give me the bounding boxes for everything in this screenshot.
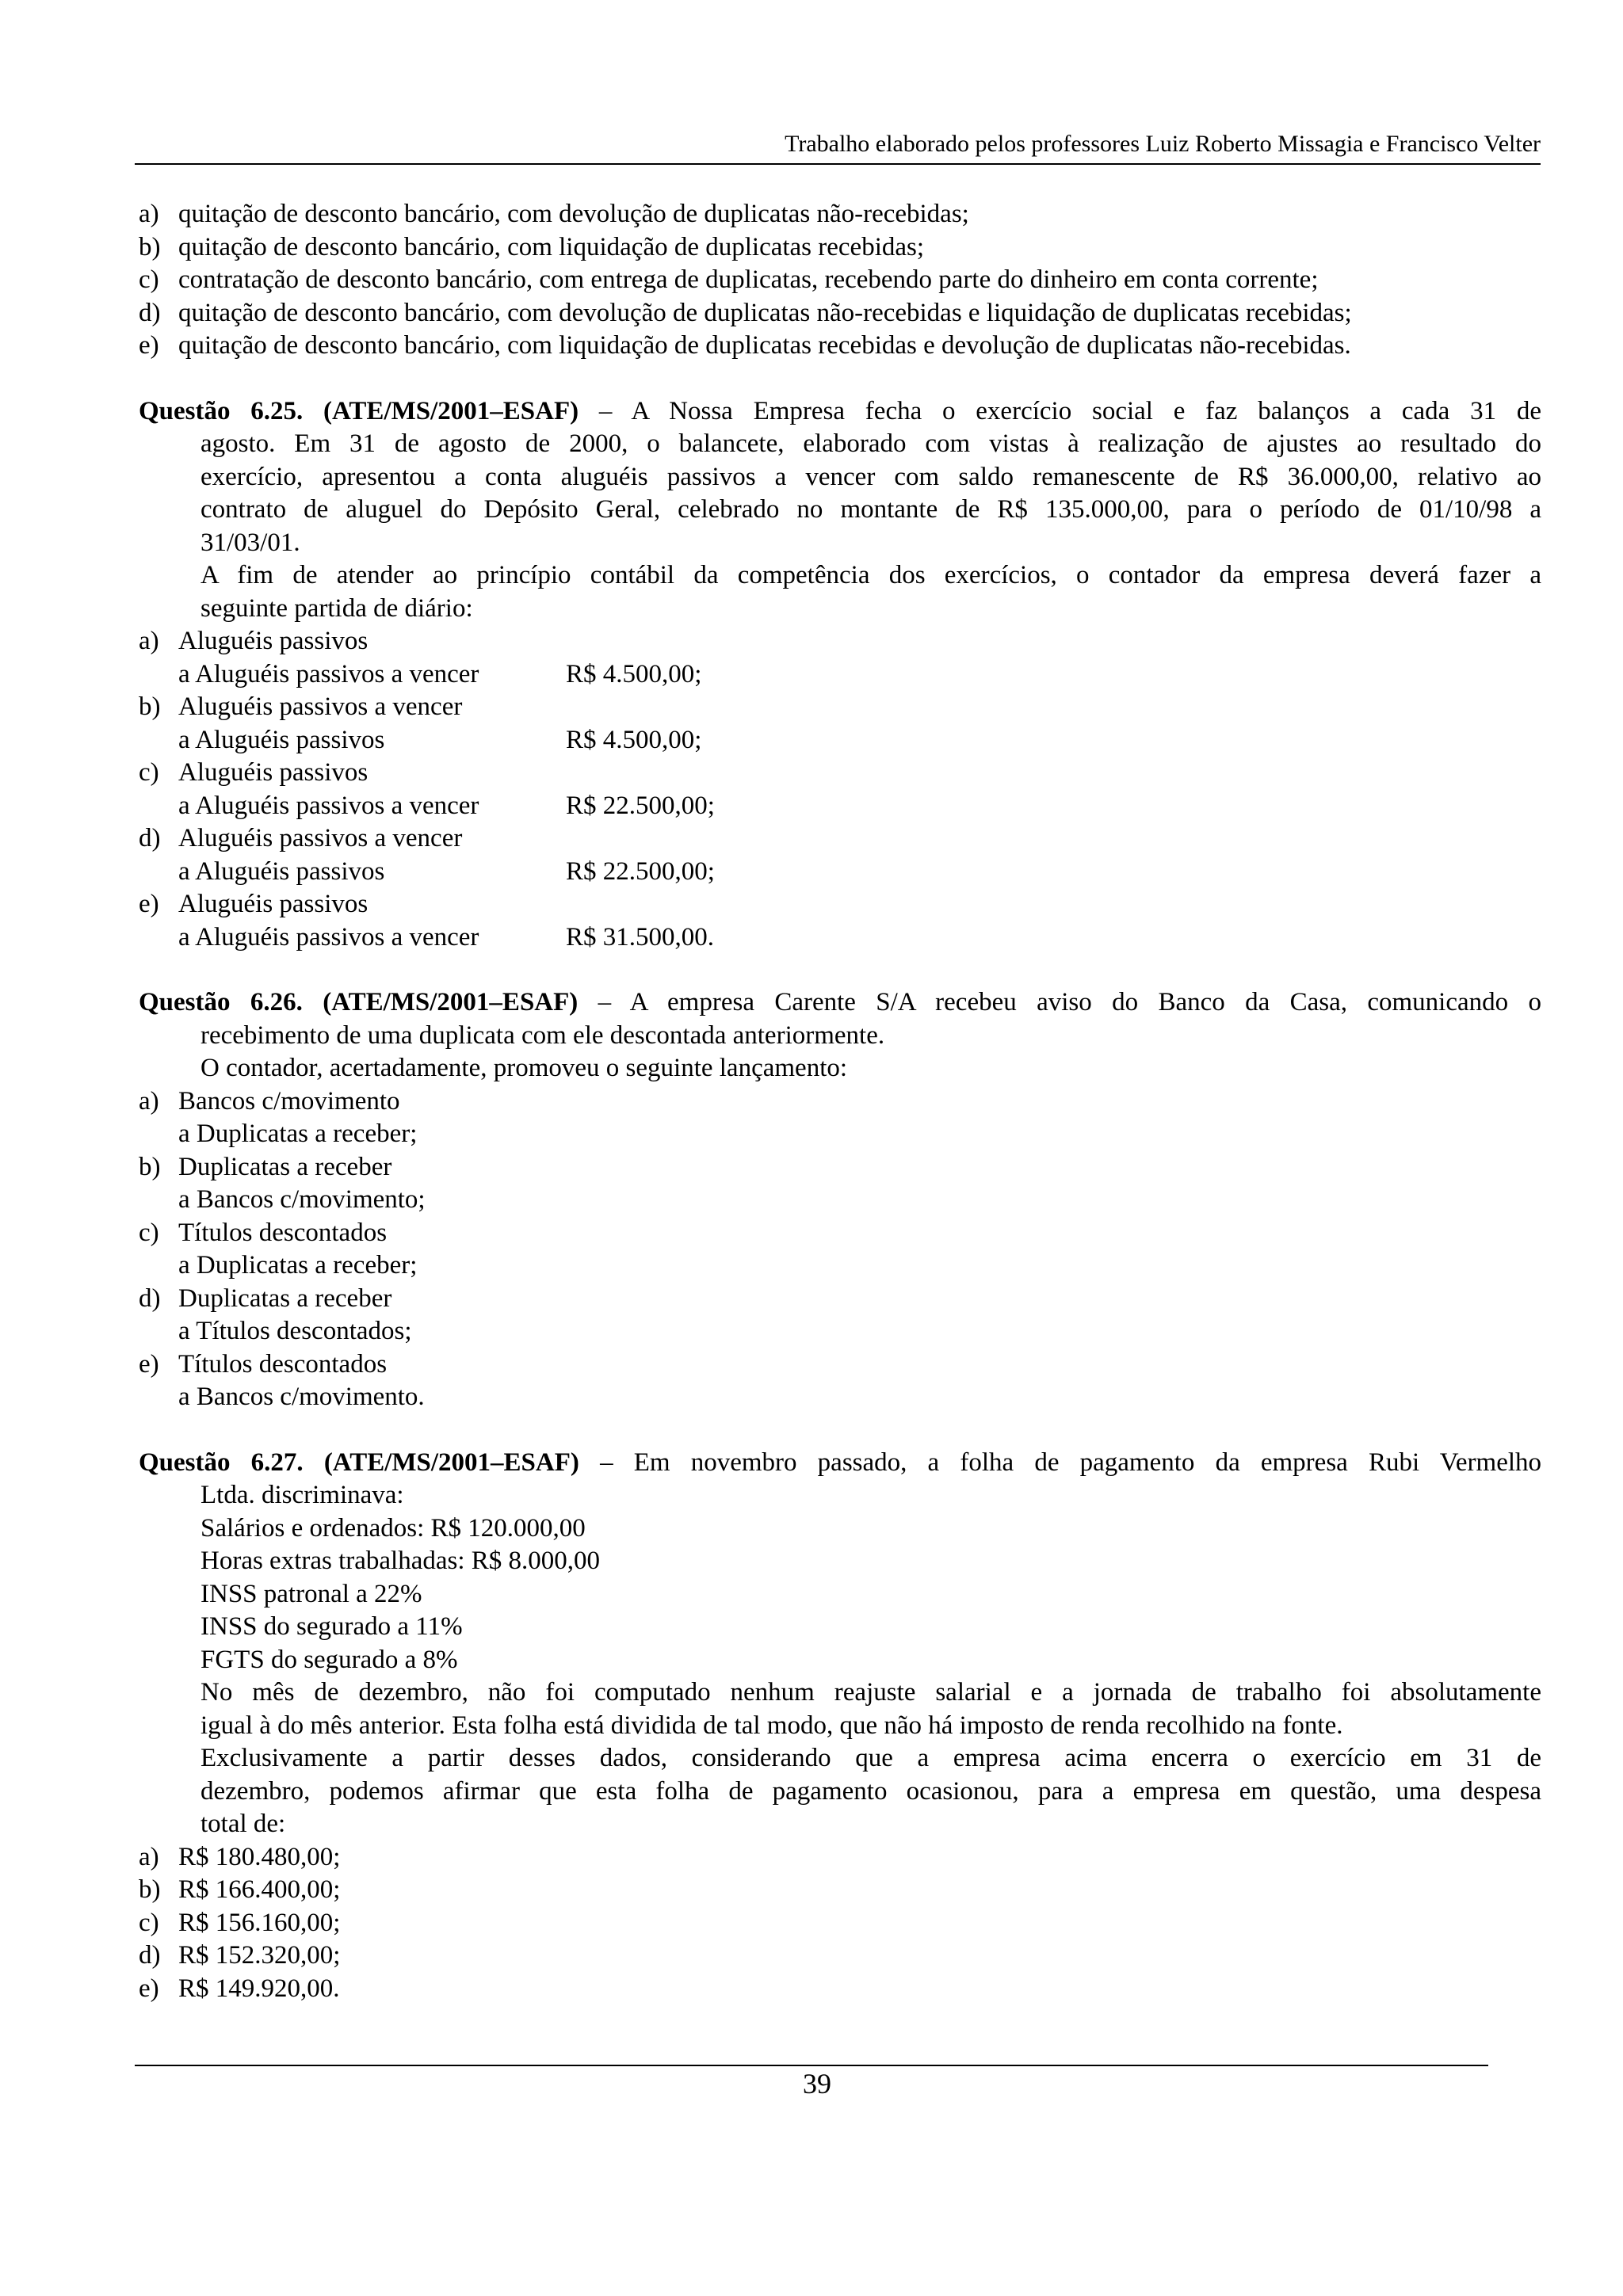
question-title: Questão 6.26. (ATE/MS/2001–ESAF) xyxy=(139,988,579,1016)
option-d-credit: a Títulos descontados; xyxy=(178,1317,412,1345)
option-d-credit: a Aluguéis passivos R$ 22.500,00; xyxy=(139,856,1541,889)
answer-options xyxy=(139,1841,1541,2006)
question-body: recebimento de uma duplicata com ele descontada anteriormente. O contador, acertadamente, promoveu o seguinte lançamento: xyxy=(200,1020,885,1082)
option-e-credit: a Bancos c/movimento. xyxy=(178,1383,425,1411)
option-e-value: R$ 31.500,00. xyxy=(566,922,715,952)
option-e: e) Aluguéis passivos xyxy=(139,890,369,918)
option-b: b) quitação de desconto bancário, com liquidação de duplicatas recebidas; xyxy=(139,232,925,261)
question-body: Ltda. discriminava: Salários e ordenados: R$ 120.000,00 Horas extras trabalhadas: R$ 8.000,00 INSS patronal a 22% INSS do segurado a 11% FGTS do segurado a 8% No mês de dezembro, não foi computado nenhum reajuste salarial e a jornada de trabalho foi absolutamente igual à do mês anterior. Esta folha está dividida de tal modo, que não há imposto de renda recolhido na fonte. Exclusivamente a partir desses dados, considerando que a empresa acima encerra o exercício em 31 de dezembro, podemos afirmar que esta folha de pagamento ocasionou, para a empresa em questão, uma despesa total de: xyxy=(200,1481,1541,1838)
option-b: b) Aluguéis passivos a vencer xyxy=(139,692,463,721)
option-e: e) Títulos descontados xyxy=(139,1349,388,1379)
option-c-credit: a Duplicatas a receber; xyxy=(178,1251,418,1280)
question-heading: Questão 6.27. (ATE/MS/2001–ESAF) – Em novembro passado, a folha de pagamento da empresa Rubi Vermelho xyxy=(139,1447,1542,1477)
option-a: a) Bancos c/movimento xyxy=(139,1086,400,1116)
answer-options xyxy=(139,1085,1541,1414)
option-b-credit: a Aluguéis passivos R$ 4.500,00; xyxy=(139,724,1541,757)
option-e: e) R$ 149.920,00. xyxy=(139,1974,340,2003)
option-d: d) Duplicatas a receber xyxy=(139,1283,392,1313)
option-b: b) Duplicatas a receber xyxy=(139,1152,392,1181)
payroll-item: FGTS do segurado a 8% xyxy=(200,1645,458,1674)
option-a-credit: a Duplicatas a receber; xyxy=(178,1119,418,1148)
question-6-27 xyxy=(139,1447,1541,2006)
question-heading: Questão 6.26. (ATE/MS/2001–ESAF) – A empresa Carente S/A recebeu aviso do Banco da Casa, comunicando o xyxy=(139,988,1541,1016)
option-a: a) Aluguéis passivos xyxy=(139,627,369,655)
option-c: c) R$ 156.160,00; xyxy=(139,1908,341,1937)
question-6-25 xyxy=(139,395,1541,955)
option-d: d) quitação de desconto bancário, com devolução de duplicatas não-recebidas e liquidação de duplicatas recebidas; xyxy=(139,298,1352,327)
option-e: e) quitação de desconto bancário, com liquidação de duplicatas recebidas e devolução de duplicatas não-recebidas. xyxy=(139,331,1351,360)
prev-question-options xyxy=(139,198,1541,363)
option-c: c) Títulos descontados xyxy=(139,1218,388,1247)
option-a-credit: a Aluguéis passivos a vencer R$ 4.500,00; xyxy=(139,658,1541,692)
option-a: a) quitação de desconto bancário, com devolução de duplicatas não-recebidas; xyxy=(139,200,969,228)
option-c-credit: a Aluguéis passivos a vencer R$ 22.500,00; xyxy=(139,790,1541,823)
question-title: Questão 6.25. (ATE/MS/2001–ESAF) xyxy=(139,396,579,425)
page-number: 39 xyxy=(803,2068,831,2100)
page-header xyxy=(135,128,1541,165)
option-a-value: R$ 4.500,00; xyxy=(566,659,702,688)
payroll-item: INSS patronal a 22% xyxy=(200,1579,422,1608)
option-c: c) contratação de desconto bancário, com entrega de duplicatas, recebendo parte do dinheiro em conta corrente; xyxy=(139,265,1319,294)
payroll-item: Horas extras trabalhadas: R$ 8.000,00 xyxy=(200,1547,601,1575)
option-d: d) Aluguéis passivos a vencer xyxy=(139,824,463,852)
page-content xyxy=(139,198,1541,2005)
option-d-value: R$ 22.500,00; xyxy=(566,856,715,886)
answer-options xyxy=(139,625,1541,954)
option-c-value: R$ 22.500,00; xyxy=(566,791,715,820)
option-b: b) R$ 166.400,00; xyxy=(139,1875,341,1904)
question-title: Questão 6.27. (ATE/MS/2001–ESAF) xyxy=(139,1447,579,1477)
option-c: c) Aluguéis passivos xyxy=(139,758,369,787)
payroll-item: Salários e ordenados: R$ 120.000,00 xyxy=(200,1513,586,1543)
option-e-credit: a Aluguéis passivos a vencer R$ 31.500,00. xyxy=(139,921,1541,955)
option-b-value: R$ 4.500,00; xyxy=(566,725,702,754)
option-d: d) R$ 152.320,00; xyxy=(139,1941,341,1970)
question-heading: Questão 6.25. (ATE/MS/2001–ESAF) – A Nossa Empresa fecha o exercício social e faz balanços a cada 31 de xyxy=(139,396,1541,425)
option-a: a) R$ 180.480,00; xyxy=(139,1842,341,1871)
question-6-26 xyxy=(139,986,1541,1414)
header-text: Trabalho elaborado pelos professores Luiz Roberto Missagia e Francisco Velter xyxy=(785,131,1541,157)
option-b-credit: a Bancos c/movimento; xyxy=(178,1185,426,1214)
question-body: agosto. Em 31 de agosto de 2000, o balancete, elaborado com vistas à realização de ajustes ao resultado do exercício, apresentou a conta aluguéis passivos a vencer com saldo remanescente de R$ 36.000,00, relativo ao contrato de aluguel do Depósito Geral, celebrado no montante de R$ 135.000,00, para o período de 01/10/98 a 31/03/01. A fim de atender ao princípio contábil da competência dos exercícios, o contador da empresa deverá fazer a seguinte partida de diário: xyxy=(200,429,1541,623)
payroll-item: INSS do segurado a 11% xyxy=(200,1612,463,1641)
